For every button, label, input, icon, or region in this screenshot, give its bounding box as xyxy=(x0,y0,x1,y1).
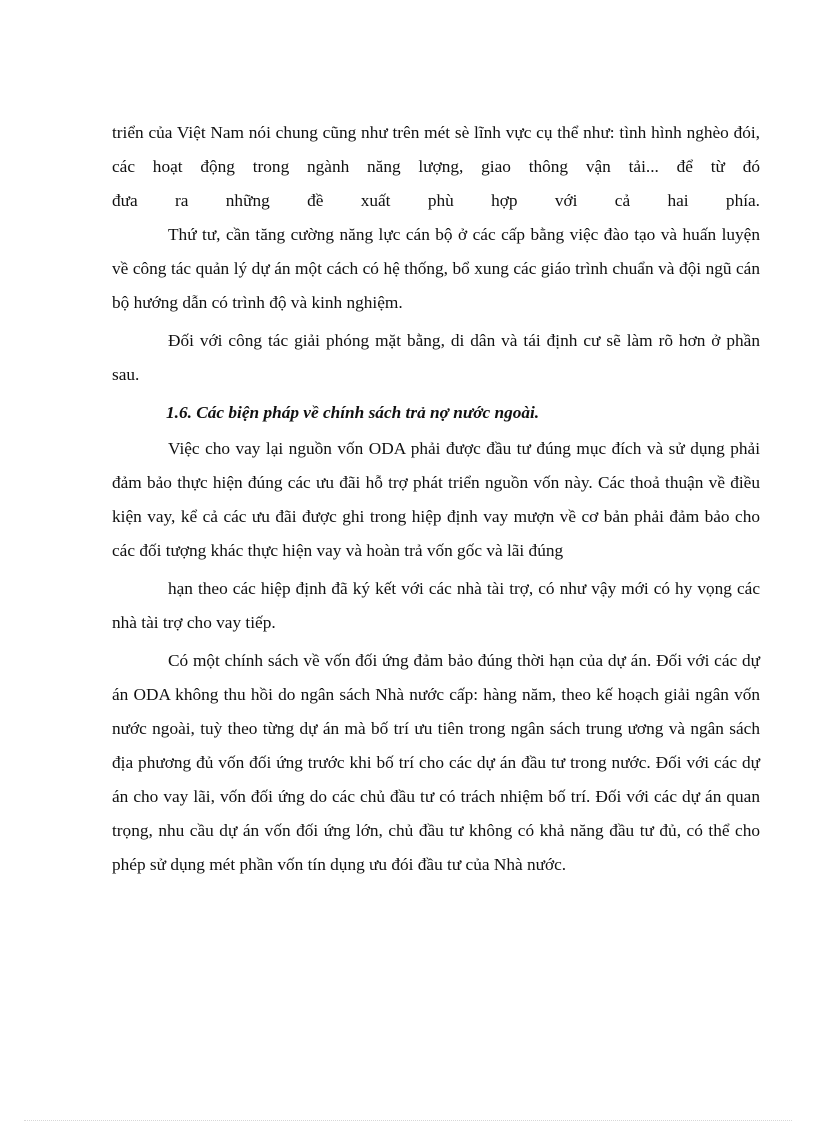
section-heading: 1.6. Các biện pháp về chính sách trả nợ nước ngoài. xyxy=(166,403,540,422)
paragraph-giai-phong-mat-bang: Đối với công tác giải phóng mặt bằng, di dân và tái định cư sẽ làm rõ hơn ở phần sau. xyxy=(112,331,760,384)
paragraph-han-theo-hiep-dinh: hạn theo các hiệp định đã ký kết với các nhà tài trợ, có như vậy mới có hy vọng các nhà tài trợ cho vay tiếp. xyxy=(112,579,760,632)
paragraph-cho-vay-lai: Việc cho vay lại nguồn vốn ODA phải được đầu tư đúng mục đích và sử dụng phải đảm bảo thực hiện đúng các ưu đãi hỗ trợ phát triển nguồn vốn này. Các thoả thuận về điều kiện vay, kể cả các ưu đãi được ghi trong hiệp định vay mượn về cơ bản phải đảm bảo cho các đối tượng khác thực hiện vay và hoàn trả vốn gốc và lãi đúng xyxy=(112,439,760,560)
paragraph-continuation-last-line: đưa ra những đề xuất phù hợp với cả hai phía. xyxy=(112,191,760,210)
paragraph-thu-tu: Thứ tư, cần tăng cường năng lực cán bộ ở các cấp bằng việc đào tạo và huấn luyện về công tác quản lý dự án một cách có hệ thống, bổ xung các giáo trình chuẩn và đội ngũ cán bộ hướng dẫn có trình độ và kinh nghiệm. xyxy=(112,225,760,312)
paragraph-continuation: triển của Việt Nam nói chung cũng như trên mét sè lĩnh vực cụ thể như: tình hình nghèo đói, các hoạt động trong ngành năng lượng, giao thông vận tải... để từ đó xyxy=(112,123,760,176)
page-bottom-divider xyxy=(24,1120,792,1121)
paragraph-von-doi-ung: Có một chính sách về vốn đối ứng đảm bảo đúng thời hạn của dự án. Đối với các dự án ODA không thu hồi do ngân sách Nhà nước cấp: hàng năm, theo kế hoạch giải ngân vốn nước ngoài, tuỳ theo từng dự án mà bố trí ưu tiên trong ngân sách trung ương và ngân sách địa phương đủ vốn đối ứng trước khi bố trí cho các dự án đầu tư trong nước. Đối với các dự án cho vay lãi, vốn đối ứng do các chủ đầu tư có trách nhiệm bố trí. Đối với các dự án quan trọng, nhu cầu dự án vốn đối ứng lớn, chủ đầu tư không có khả năng đầu tư đủ, có thể cho phép sử dụng mét phần vốn tín dụng ưu đói đầu tư của Nhà nước. xyxy=(112,651,760,874)
document-page xyxy=(112,116,760,882)
